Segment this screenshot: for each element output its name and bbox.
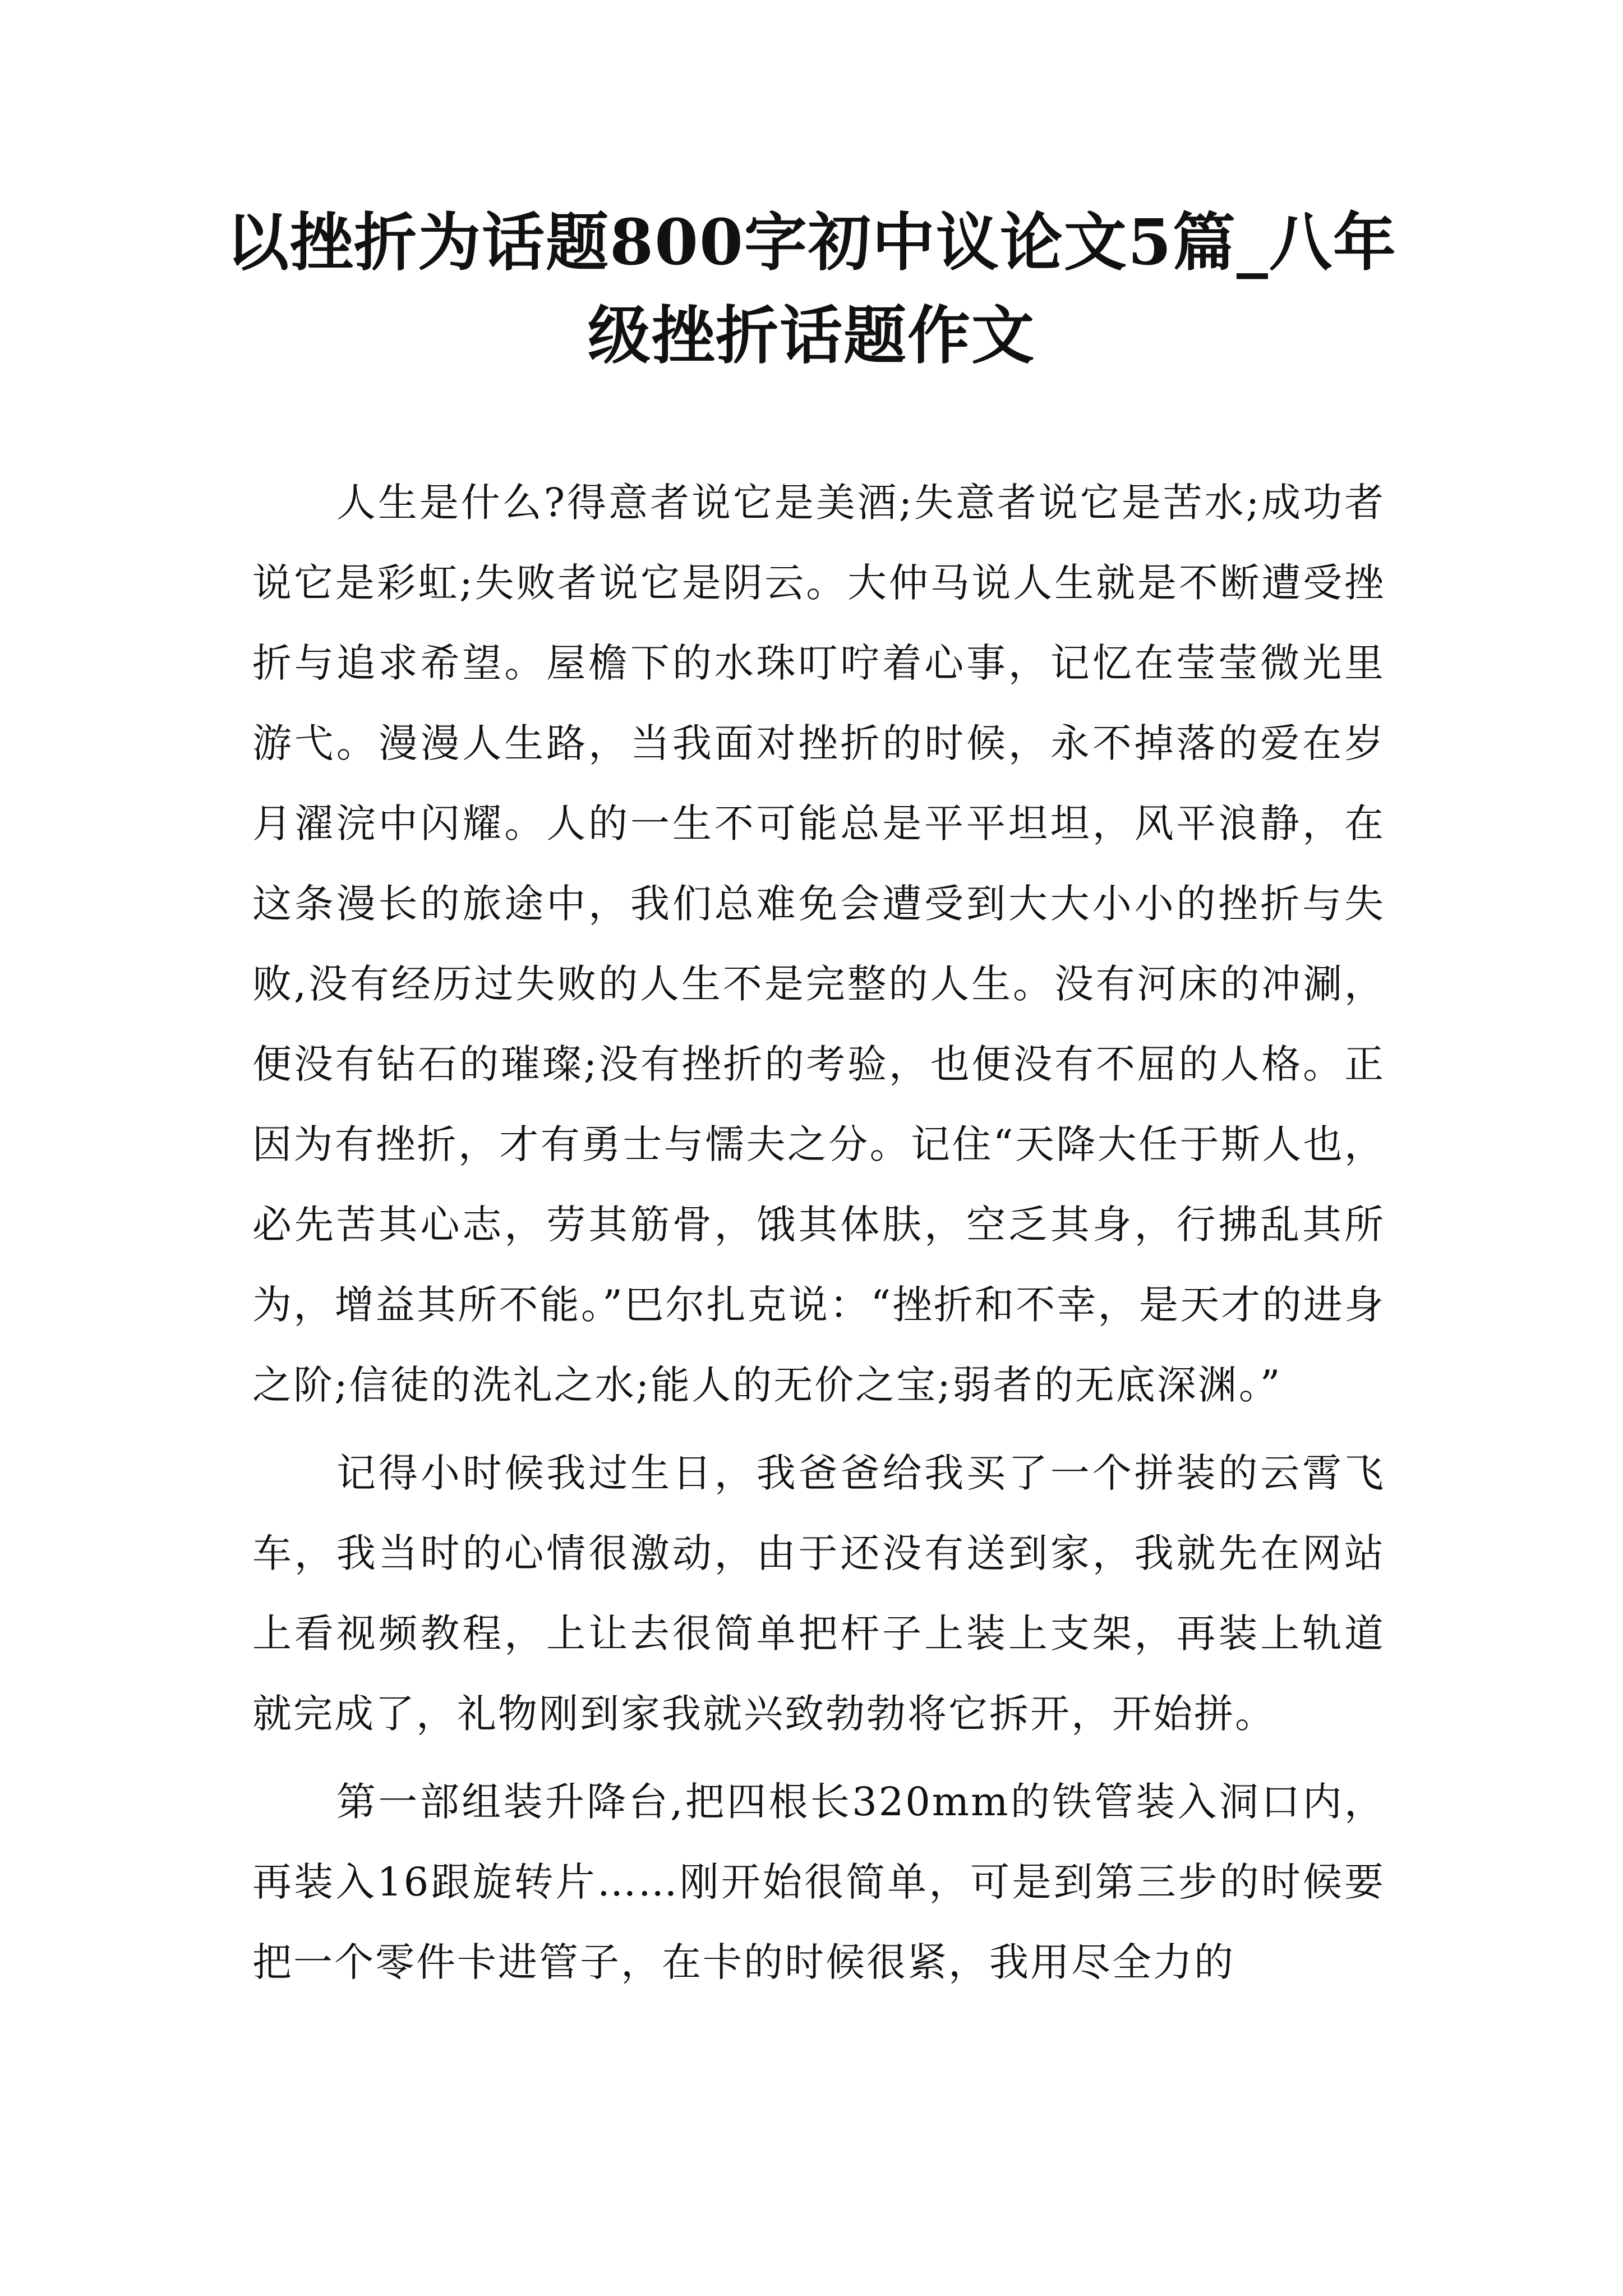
document-body [252,463,1385,2010]
paragraph-3: 第一部组装升降台,把四根长320mm的铁管装入洞口内，再装入16跟旋转片……刚开始很简单，可是到第三步的时候要把一个零件卡进管子，在卡的时候很紧，我用尽全力的 [252,1779,1385,1985]
document-title: 以挫折为话题800字初中议论文5篇_八年级挫折话题作文 [226,206,1397,372]
paragraph-1: 人生是什么?得意者说它是美酒;失意者说它是苦水;成功者说它是彩虹;失败者说它是阴云。大仲马说人生就是不断遭受挫折与追求希望。屋檐下的水珠叮咛着心事，记忆在莹莹微光里游弋。漫漫人生路，当我面对挫折的时候，永不掉落的爱在岁月濯浣中闪耀。人的一生不可能总是平平坦坦，风平浪静，在这条漫长的旅途中，我们总难免会遭受到大大小小的挫折与失败,没有经历过失败的人生不是完整的人生。没有河床的冲涮，便没有钻石的璀璨;没有挫折的考验，也便没有不屈的人格。正因为有挫折，才有勇士与懦夫之分。记住“天降大任于斯人也，必先苦其心志，劳其筋骨，饿其体肤，空乏其身，行拂乱其所为，增益其所不能。”巴尔扎克说：“挫折和不幸，是天才的进身之阶;信徒的洗礼之水;能人的无价之宝;弱者的无底深渊。” [252,480,1385,1408]
paragraph-2: 记得小时候我过生日，我爸爸给我买了一个拼装的云霄飞车，我当时的心情很激动，由于还没有送到家，我就先在网站上看视频教程，上让去很简单把杆子上装上支架，再装上轨道就完成了，礼物刚到家我就兴致勃勃将它拆开，开始拼。 [252,1450,1385,1737]
